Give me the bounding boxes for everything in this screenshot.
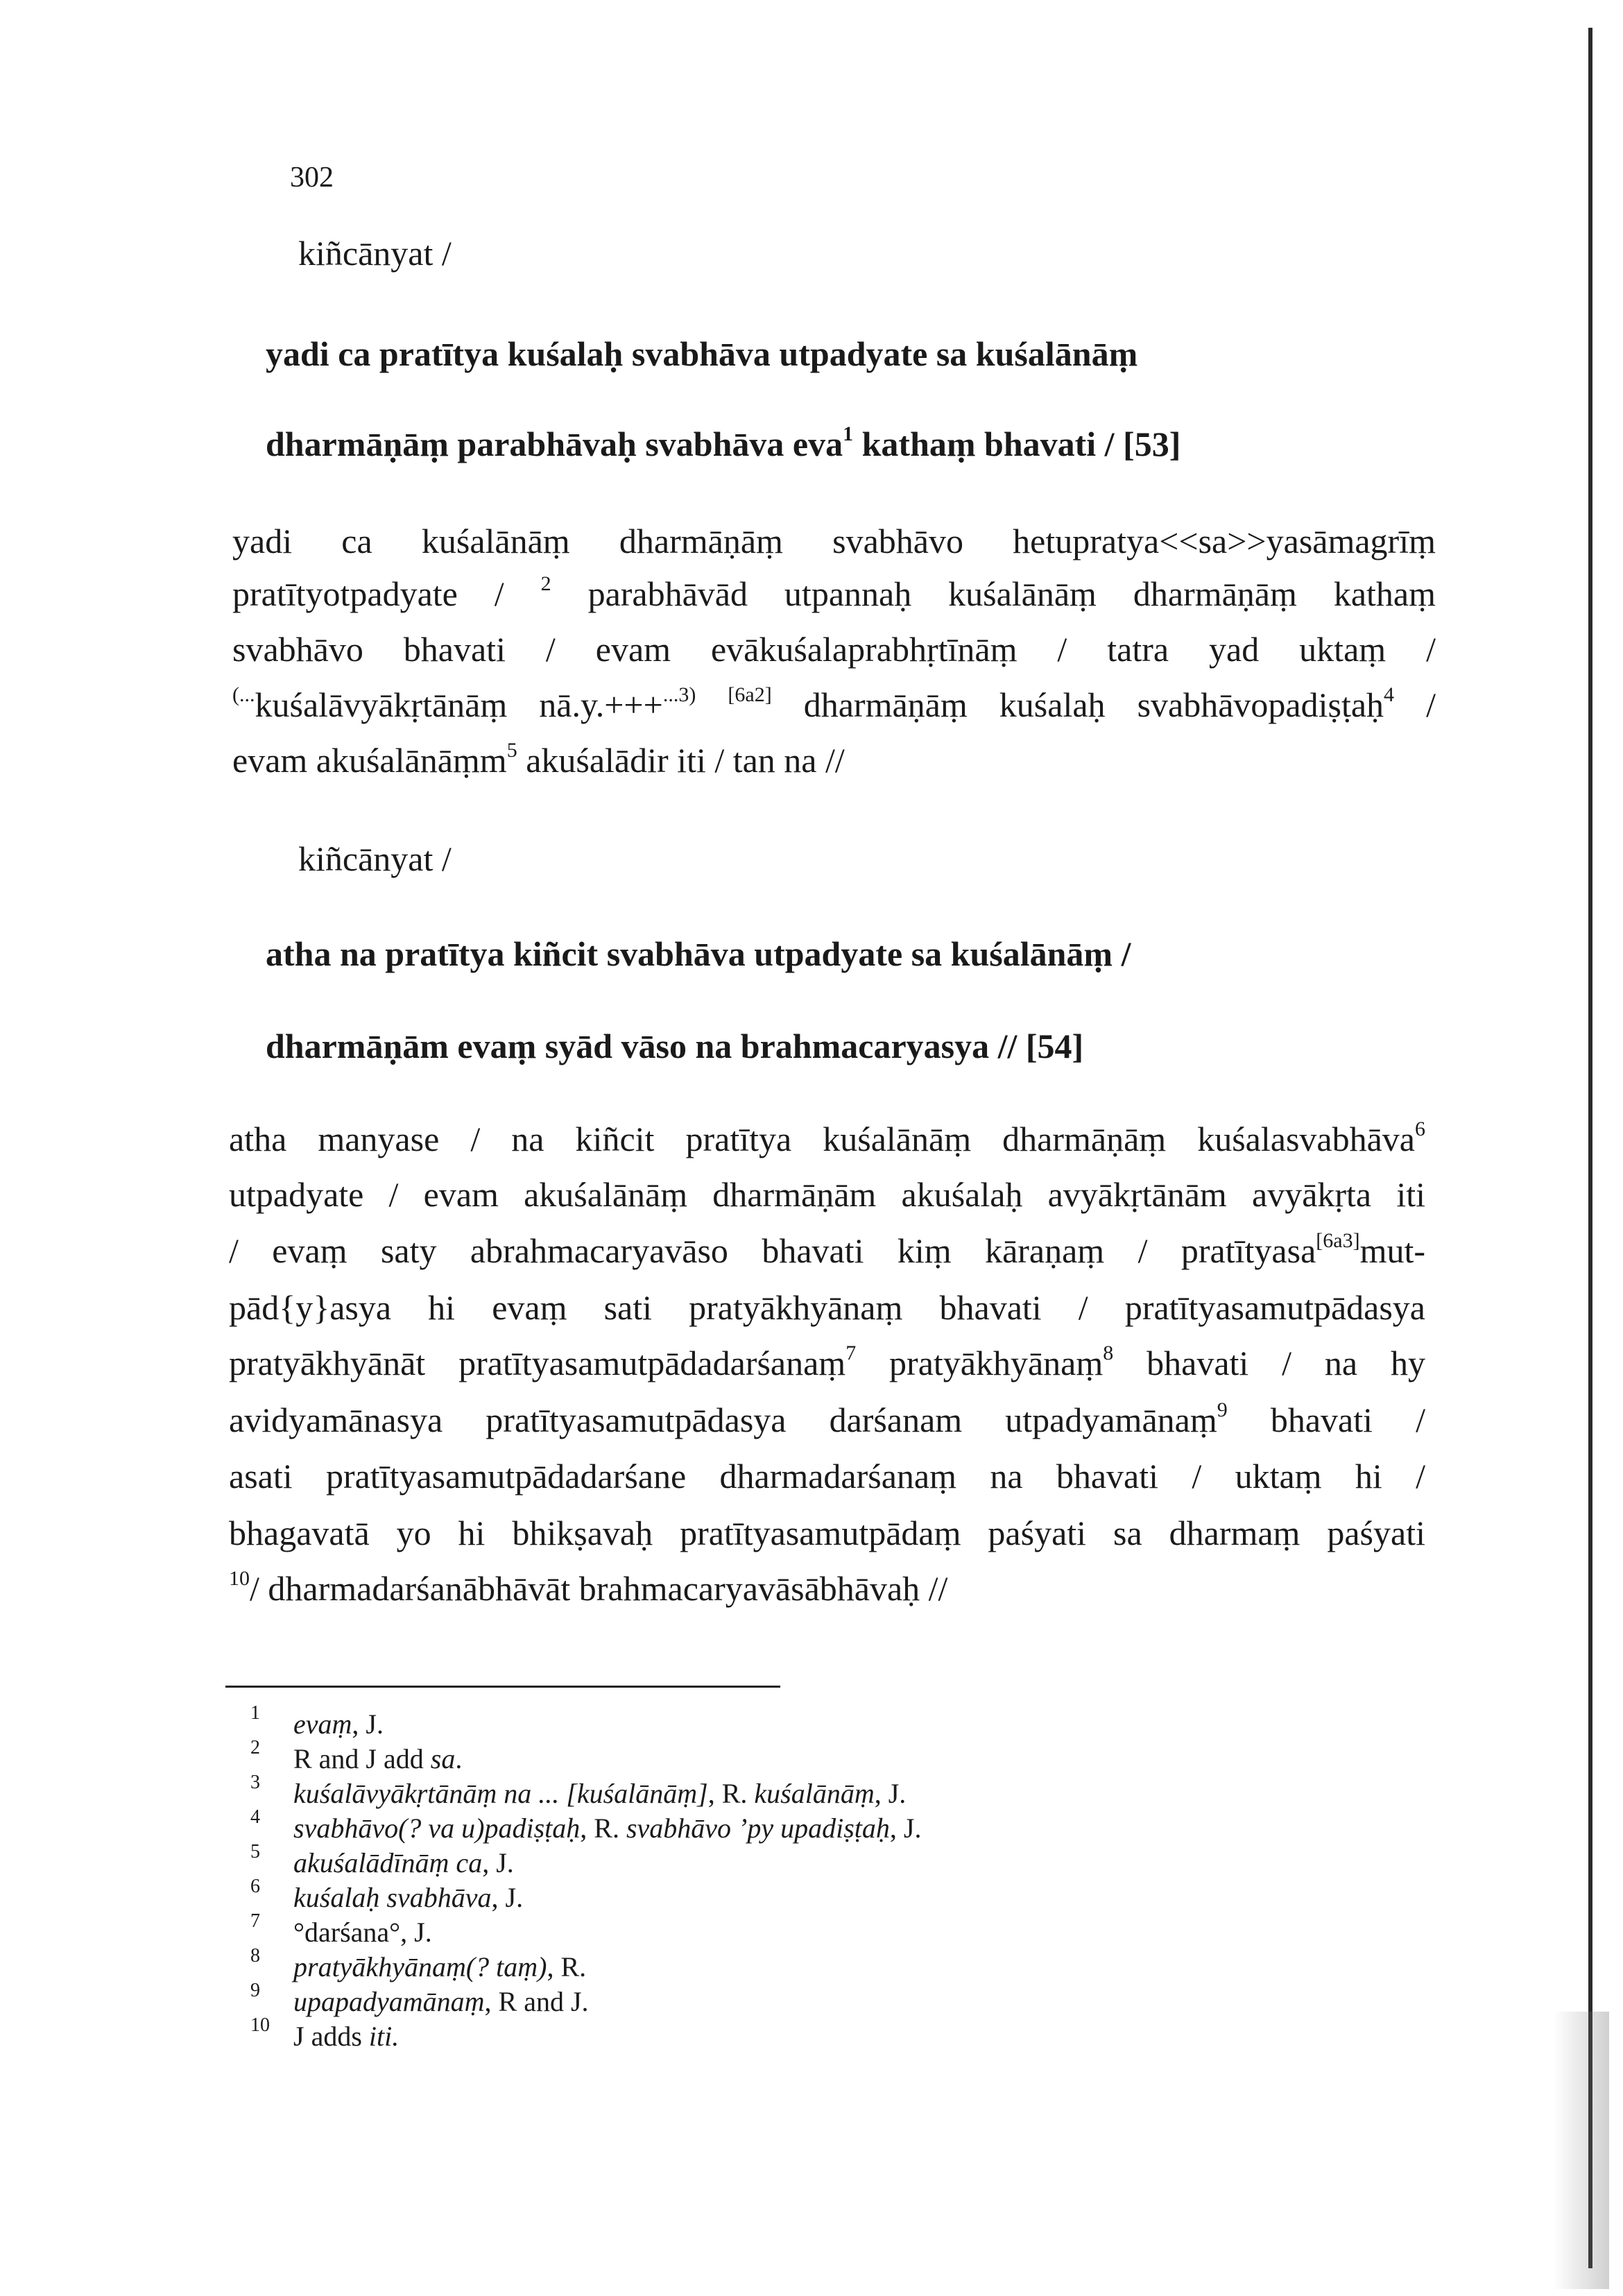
footnote-text-segment: pratyākhyānaṃ(? taṃ) [293, 1951, 547, 1982]
footnote-ref: 2 [540, 572, 551, 595]
commentary-line-6: atha manyase / na kiñcit pratītya kuśalānāṃ dharmāṇāṃ kuśalasvabhāva$^6$ [229, 1117, 1425, 1158]
folio-marker: [6a3] [1316, 1229, 1360, 1252]
footnote-ref: 9 [1217, 1398, 1228, 1421]
commentary-line-10: pratyākhyānāt pratītyasamutpādadarśanaṃ$^7$ pratyākhyānaṃ$^8$ bhavati / na hy [229, 1342, 1425, 1382]
page-edge-shadow [1554, 2012, 1609, 2289]
footnote-text-segment: kuśalāvyākṛtānāṃ na ... [kuśalānāṃ] [293, 1778, 708, 1809]
footnote-ref: 8 [1103, 1342, 1114, 1364]
folio-marker: [6a2] [728, 683, 772, 706]
footnote-text-segment: , R. [580, 1813, 626, 1844]
commentary-line-9: pād{y}asya hi evaṃ sati pratyākhyānaṃ bhavati / pratītyasamutpādasya [229, 1288, 1425, 1327]
commentary-line-8: / evaṃ saty abrahmacaryavāso bhavati kiṃ kāraṇaṃ / pratītyasa[6a3]mut- [229, 1229, 1425, 1270]
commentary-line-14: $^{10}$/ dharmadarśanābhāvāt brahmacaryavāsābhāvaḥ // [229, 1567, 948, 1608]
commentary-line-12: asati pratītyasamutpādadarśane dharmadarśanaṃ na bhavati / uktaṃ hi / [229, 1457, 1425, 1496]
footnote-text-segment: , J. [889, 1813, 922, 1844]
footnote-text-segment: , R. [707, 1778, 755, 1809]
footnote-text-segment: sa [430, 1743, 456, 1774]
footnote-separator [225, 1686, 780, 1688]
verse-54-line-2: dharmāṇām evaṃ syād vāso na brahmacaryasya // [54] [266, 1027, 1084, 1065]
footnote-text-segment: , J. [352, 1708, 384, 1740]
commentary-line-13: bhagavatā yo hi bhikṣavaḥ pratītyasamutpādaṃ paśyati sa dharmaṃ paśyati [229, 1514, 1425, 1552]
verse-53-line-2: dharmāṇāṃ parabhāvaḥ svabhāva eva$^1$ kathaṃ bhavati / [53] [266, 422, 1181, 463]
verse-54-line-1: atha na pratītya kiñcit svabhāva utpadyate sa kuśalānāṃ / [266, 934, 1131, 973]
footnote-text-segment: J adds [293, 2021, 369, 2052]
footnote-ref: 6 [1415, 1117, 1425, 1140]
footnote-text-segment: , R and J. [484, 1986, 589, 2017]
footnote-text-segment: . [455, 1743, 463, 1774]
footnote-text-segment: , J. [482, 1847, 514, 1878]
footnote-text-segment: °darśana°, J. [293, 1917, 432, 1948]
footnote-text-segment: kuśalaḥ svabhāva [293, 1882, 492, 1913]
footnote-text-segment: R and J add [293, 1743, 431, 1774]
text-line-1: kiñcānyat / [298, 234, 452, 273]
footnote-ref: 5 [506, 739, 517, 762]
commentary-line-7: utpadyate / evam akuśalānāṃ dharmāṇām akuśalaḥ avyākṛtānām avyākṛta iti [229, 1175, 1425, 1214]
text-line-2: kiñcānyat / [298, 839, 452, 878]
footnote-text-segment: upapadyamānaṃ [293, 1986, 485, 2017]
commentary-line-1: yadi ca kuśalānāṃ dharmāṇāṃ svabhāvo hetupratya<<sa>>yasāmagrīṃ [232, 522, 1436, 560]
footnote-text-segment: iti. [368, 2021, 400, 2052]
footnote-ref: 4 [1384, 683, 1395, 706]
footnote-text-segment: akuśalādīnāṃ ca [293, 1847, 483, 1878]
page-number: 302 [290, 162, 334, 194]
footnote-ref: 10 [229, 1567, 250, 1590]
commentary-line-2: pratītyotpadyate / $^2$ parabhāvād utpannaḥ kuśalānāṃ dharmāṇāṃ kathaṃ [232, 572, 1436, 613]
footnote-text-segment: evaṃ [293, 1708, 352, 1740]
footnote-ref: 7 [845, 1342, 857, 1364]
footnote-text-segment: svabhāvo ’py upadiṣṭaḥ [626, 1813, 890, 1844]
commentary-line-5: evam akuśalānāṃm$^5$ akuśalādir iti / tan na // [232, 739, 845, 780]
footnote-text-segment: , J. [874, 1778, 907, 1809]
footnote-text-segment: , J. [491, 1882, 524, 1913]
footnote-text-segment: svabhāvo(? va u)padiṣṭaḥ [293, 1813, 581, 1844]
footnote-ref: 1 [843, 422, 854, 445]
commentary-line-11: avidyamānasya pratītyasamutpādasya darśanam utpadyamānaṃ$^9$ bhavati / [229, 1398, 1426, 1439]
page-edge-line [1588, 28, 1592, 2268]
commentary-line-3: svabhāvo bhavati / evam evākuśalaprabhṛtīnāṃ / tatra yad uktaṃ / [232, 630, 1436, 669]
footnote-text-segment: , R. [547, 1951, 587, 1982]
footnote-text-segment: kuśalānāṃ [754, 1778, 875, 1809]
verse-53-line-1: yadi ca pratītya kuśalaḥ svabhāva utpadyate sa kuśalānāṃ [266, 334, 1138, 373]
commentary-line-4: (...kuśalāvyākṛtānāṃ nā.y.+++$^{...3)}$ [6a2] dharmāṇāṃ kuśalaḥ svabhāvopadiṣṭaḥ$^4$ / [232, 683, 1436, 724]
